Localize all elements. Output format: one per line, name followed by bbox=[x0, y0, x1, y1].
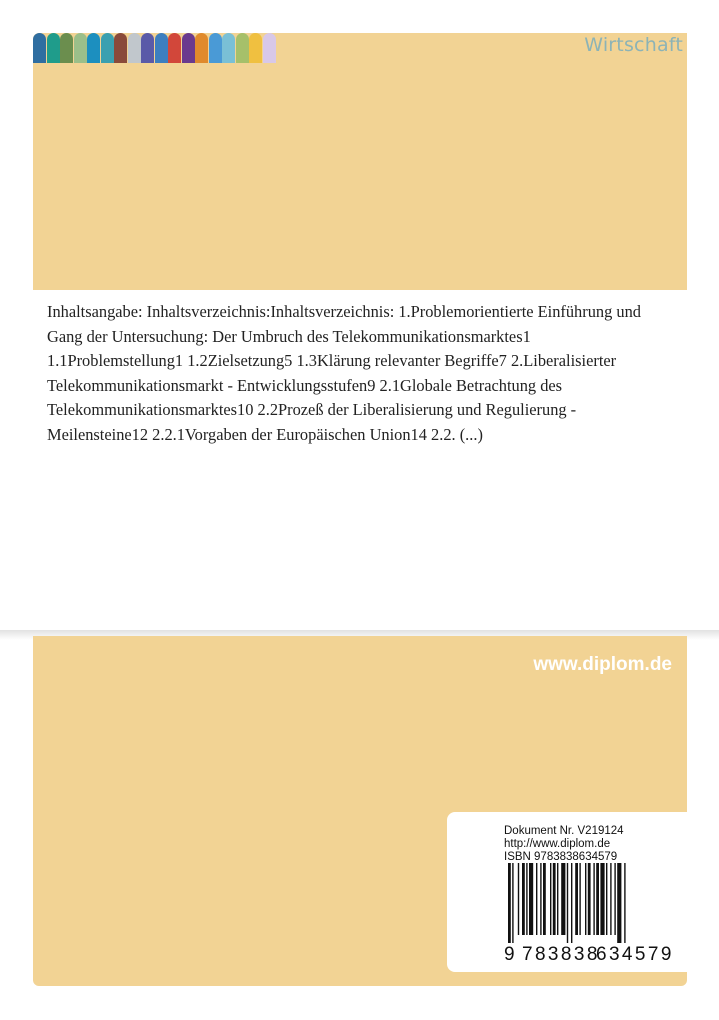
color-tab bbox=[168, 33, 181, 63]
barcode-url: http://www.diplom.de bbox=[504, 838, 611, 850]
color-tab bbox=[74, 33, 87, 63]
color-tab bbox=[249, 33, 262, 63]
color-tab bbox=[182, 33, 195, 63]
color-tab bbox=[209, 33, 222, 63]
category-label: Wirtschaft bbox=[584, 34, 683, 56]
barcode-icon bbox=[508, 863, 672, 943]
document-number: Dokument Nr. V219124 bbox=[504, 825, 624, 837]
color-tab bbox=[263, 33, 276, 63]
color-tab bbox=[47, 33, 60, 63]
color-tab bbox=[101, 33, 114, 63]
color-tab bbox=[33, 33, 46, 63]
publisher-url: www.diplom.de bbox=[533, 654, 672, 675]
color-tab bbox=[87, 33, 100, 63]
barcode-digits-right: 634579 bbox=[596, 944, 674, 965]
color-tab bbox=[222, 33, 235, 63]
color-tab bbox=[141, 33, 154, 63]
description-text: Inhaltsangabe: Inhaltsverzeichnis:Inhaltsverzeichnis: 1.Problemorientierte Einführung und Gang der Untersuchung: Der Umbruch des Telekommunikationsmarktes1 1.1Problemstellung1 1.2Zielsetzung5 1.3Klärung relevanter Begriffe7 2.Liberalisierter Telekommunikationsmarkt - Entwicklungsstufen9 2.1Globale Betrachtung des Telekommunikationsmarktes10 2.2Prozeß der Liberalisierung und Regulierung - Meilensteine12 2.2.1Vorgaben der Europäischen Union14 2.2. (...) bbox=[47, 302, 641, 444]
color-tabs bbox=[33, 33, 293, 63]
cover-top-panel bbox=[33, 33, 687, 290]
barcode-digit-first: 9 bbox=[504, 944, 517, 965]
isbn-text: ISBN 9783838634579 bbox=[504, 851, 618, 863]
color-tab bbox=[155, 33, 168, 63]
color-tab bbox=[195, 33, 208, 63]
barcode-digits-left: 783838 bbox=[522, 944, 600, 965]
color-tab bbox=[128, 33, 141, 63]
color-tab bbox=[60, 33, 73, 63]
color-tab bbox=[114, 33, 127, 63]
color-tab bbox=[236, 33, 249, 63]
